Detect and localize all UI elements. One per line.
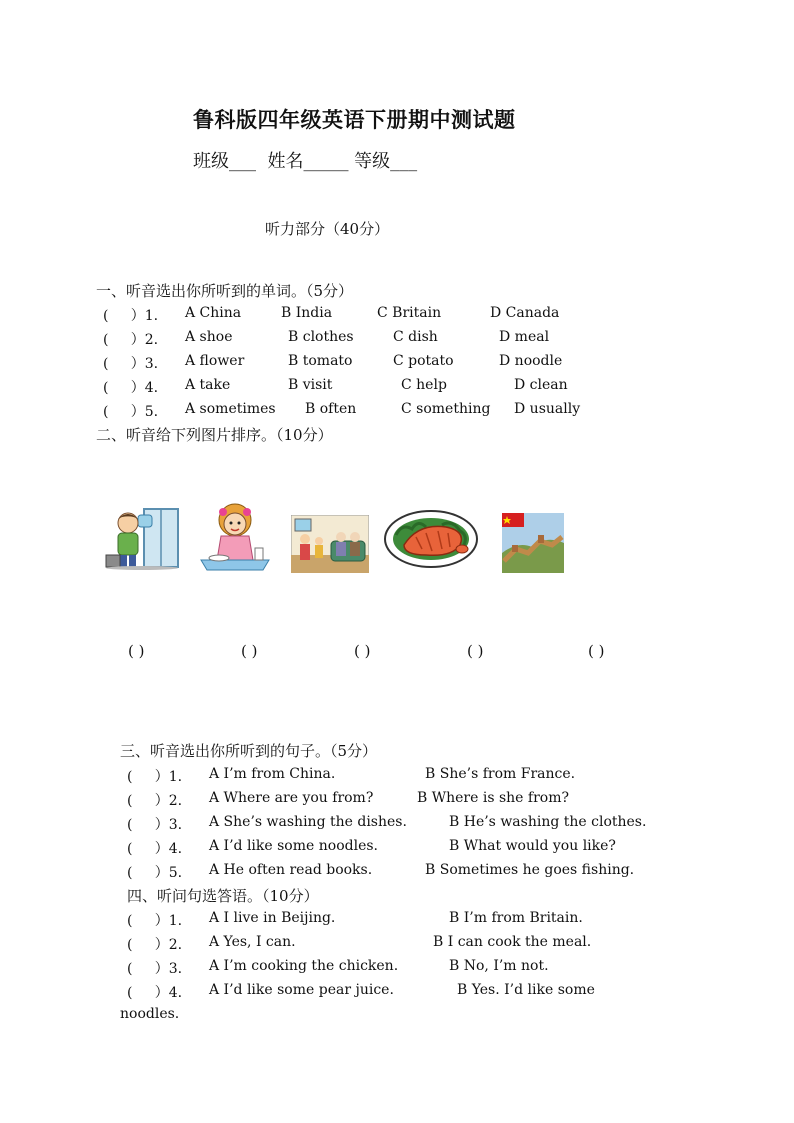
section1-title: 一、听音选出你所听到的单词。（5分）: [96, 282, 354, 300]
question-number: ( ）5.: [127, 865, 183, 881]
page-title: 鲁科版四年级英语下册期中测试题: [193, 107, 516, 132]
option-b: B No, I’m not.: [449, 958, 549, 974]
section1-row-5: [103, 401, 703, 421]
listening-part-heading: 听力部分（40分）: [265, 220, 390, 238]
option-d: D noodle: [499, 353, 563, 369]
option-b: B Yes. I’d like some: [457, 982, 595, 998]
option-b: B I can cook the meal.: [433, 934, 592, 950]
section2-title: 二、听音给下列图片排序。（10分）: [96, 426, 333, 444]
option-d: D usually: [514, 401, 581, 417]
section4-row-1: [127, 910, 687, 930]
option-b: B often: [305, 401, 357, 417]
option-a: A China: [185, 305, 242, 321]
option-b: B clothes: [288, 329, 354, 345]
picture-order-blank-1[interactable]: ( ): [128, 642, 145, 660]
question-number: ( ）2.: [127, 793, 183, 809]
question-number: ( ）4.: [103, 380, 159, 396]
option-a: A I’m from China.: [209, 766, 336, 782]
question-number: ( ）3.: [127, 961, 183, 977]
section4-row-2: [127, 934, 687, 954]
option-b: B He’s washing the clothes.: [449, 814, 647, 830]
option-b: B tomato: [288, 353, 353, 369]
option-b: B Sometimes he goes fishing.: [425, 862, 635, 878]
option-a: A flower: [185, 353, 245, 369]
option-b: B visit: [288, 377, 333, 393]
section1-row-3: [103, 353, 703, 373]
option-c: C Britain: [377, 305, 442, 321]
section3-row-1: [127, 766, 687, 786]
option-a: A He often read books.: [209, 862, 373, 878]
option-c: C potato: [393, 353, 454, 369]
question-number: ( ）5.: [103, 404, 159, 420]
boy-washing-window-picture: [104, 505, 180, 571]
option-b: B India: [281, 305, 333, 321]
section1-row-4: [103, 377, 703, 397]
chicken-dish-picture: [382, 505, 480, 571]
option-a: A take: [185, 377, 231, 393]
option-a: A I live in Beijing.: [209, 910, 336, 926]
option-c: C something: [401, 401, 491, 417]
section1-row-2: [103, 329, 703, 349]
question-number: ( ）1.: [127, 769, 183, 785]
section4-title: 四、听问句选答语。（10分）: [127, 887, 319, 905]
option-a: A shoe: [185, 329, 233, 345]
picture-order-blank-5[interactable]: ( ): [588, 642, 605, 660]
option-a: A I’d like some pear juice.: [209, 982, 394, 998]
option-b: B She’s from France.: [425, 766, 576, 782]
section4-row-4: [127, 982, 687, 1002]
question-number: ( ）3.: [103, 356, 159, 372]
question-number: ( ）4.: [127, 985, 183, 1001]
section4-row-3: [127, 958, 687, 978]
question-number: ( ）1.: [127, 913, 183, 929]
family-visiting-picture: [291, 515, 369, 573]
question-number: ( ）4.: [127, 841, 183, 857]
option-b: B Where is she from?: [417, 790, 569, 806]
question-number: ( ）3.: [127, 817, 183, 833]
picture-order-blank-3[interactable]: ( ): [354, 642, 371, 660]
option-c: C dish: [393, 329, 438, 345]
option-b: B I’m from Britain.: [449, 910, 583, 926]
section3-row-2: [127, 790, 687, 810]
option-a: A I’m cooking the chicken.: [209, 958, 399, 974]
student-info-line: 班级___ 姓名_____ 等级___: [193, 151, 418, 172]
option-d: D meal: [499, 329, 550, 345]
option-a: A Yes, I can.: [209, 934, 296, 950]
question-number: ( ）2.: [127, 937, 183, 953]
option-a: A Where are you from?: [209, 790, 374, 806]
section3-row-4: [127, 838, 687, 858]
section4-row-4-continuation: noodles.: [120, 1006, 180, 1022]
option-c: C help: [401, 377, 447, 393]
picture-order-blank-2[interactable]: ( ): [241, 642, 258, 660]
china-great-wall-picture: [502, 513, 564, 573]
section3-row-3: [127, 814, 687, 834]
option-a: A She’s washing the dishes.: [209, 814, 407, 830]
section3-title: 三、听音选出你所听到的句子。（5分）: [120, 742, 378, 760]
question-number: ( ）1.: [103, 308, 159, 324]
option-b: B What would you like?: [449, 838, 616, 854]
option-d: D clean: [514, 377, 568, 393]
option-a: A sometimes: [185, 401, 276, 417]
section1-row-1: [103, 305, 703, 325]
girl-washing-dishes-picture: [197, 502, 273, 572]
picture-order-blank-4[interactable]: ( ): [467, 642, 484, 660]
section3-row-5: [127, 862, 687, 882]
option-a: A I’d like some noodles.: [209, 838, 378, 854]
question-number: ( ）2.: [103, 332, 159, 348]
option-d: D Canada: [490, 305, 560, 321]
